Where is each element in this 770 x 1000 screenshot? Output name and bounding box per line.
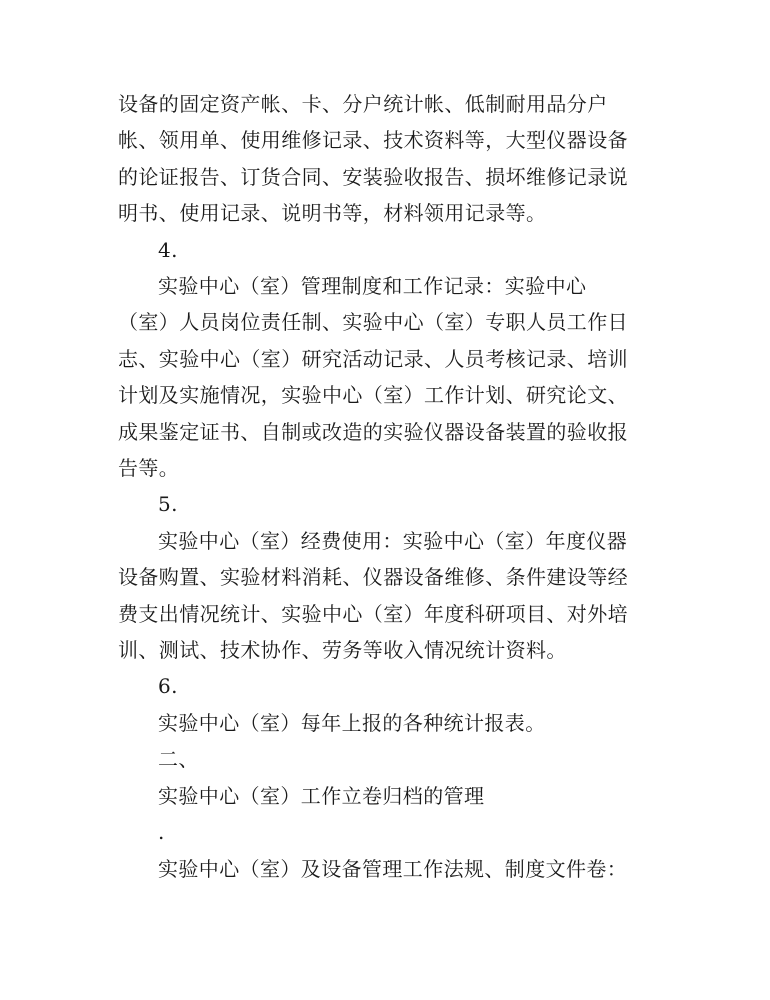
text-line: 实验中心（室）管理制度和工作记录：实验中心 bbox=[158, 274, 587, 298]
text-line: 告等。 bbox=[118, 456, 180, 480]
text-line: （室）人员岗位责任制、实验中心（室）专职人员工作日 bbox=[118, 310, 628, 334]
text-line: 帐、领用单、使用维修记录、技术资料等，大型仪器设备 bbox=[118, 128, 628, 152]
text-line: 明书、使用记录、说明书等，材料领用记录等。 bbox=[118, 201, 547, 225]
text-line: 实验中心（室）及设备管理工作法规、制度文件卷： bbox=[158, 857, 628, 881]
text-line: 志、实验中心（室）研究活动记录、人员考核记录、培训 bbox=[118, 347, 628, 371]
text-line: 训、测试、技术协作、劳务等收入情况统计资料。 bbox=[118, 638, 567, 662]
text-line: 实验中心（室）每年上报的各种统计报表。 bbox=[158, 711, 546, 735]
section-heading: 二、 bbox=[158, 747, 199, 771]
section-number: 5. bbox=[158, 492, 178, 516]
section-number: 4. bbox=[158, 238, 178, 262]
text-line: 费支出情况统计、实验中心（室）年度科研项目、对外培 bbox=[118, 602, 628, 626]
section-number: . bbox=[158, 820, 165, 844]
text-line: 成果鉴定证书、自制或改造的实验仪器设备装置的验收报 bbox=[118, 420, 628, 444]
text-line: 设备购置、实验材料消耗、仪器设备维修、条件建设等经 bbox=[118, 565, 628, 589]
text-line: 实验中心（室）经费使用：实验中心（室）年度仪器 bbox=[158, 529, 628, 553]
text-line: 设备的固定资产帐、卡、分户统计帐、低制耐用品分户 bbox=[118, 92, 608, 116]
text-line: 的论证报告、订货合同、安装验收报告、损坏维修记录说 bbox=[118, 165, 628, 189]
text-line: 实验中心（室）工作立卷归档的管理 bbox=[158, 784, 485, 808]
section-number: 6. bbox=[158, 674, 178, 698]
text-line: 计划及实施情况，实验中心（室）工作计划、研究论文、 bbox=[118, 383, 628, 407]
